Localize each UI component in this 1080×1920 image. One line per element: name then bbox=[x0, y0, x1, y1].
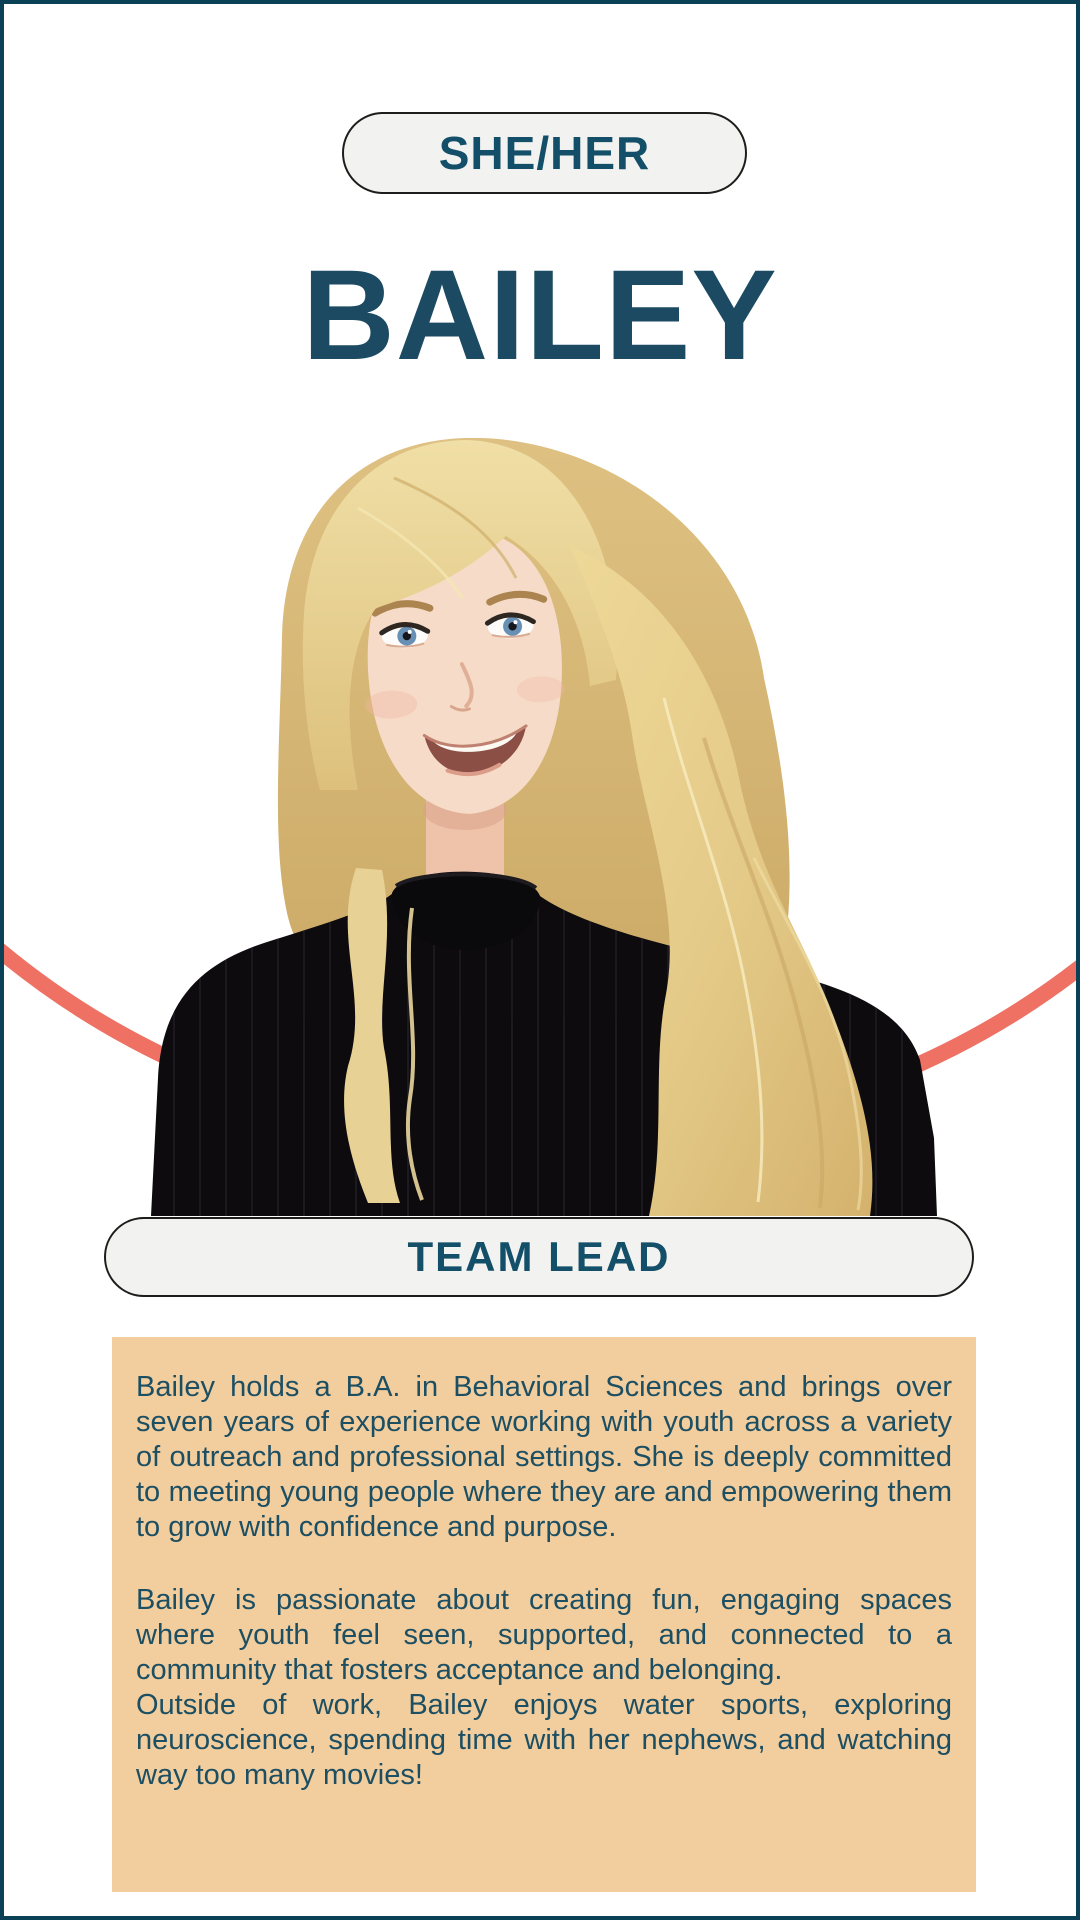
role-label: TEAM LEAD bbox=[407, 1233, 671, 1280]
person-name: BAILEY bbox=[302, 244, 778, 387]
eye-right bbox=[487, 614, 534, 640]
role-badge bbox=[104, 1217, 974, 1297]
portrait-photo bbox=[144, 438, 944, 1216]
bio-box bbox=[112, 1337, 976, 1892]
bio-paragraph-3: Outside of work, Bailey enjoys water sports, exploring neuroscience, spending time with her nephews, and watching way too many movies! bbox=[136, 1689, 952, 1791]
pronoun-label: SHE/HER bbox=[438, 127, 651, 179]
bio-paragraph-1: Bailey holds a B.A. in Behavioral Sciences and brings over seven years of experience working with youth across a variety of outreach and professional settings. She is deeply committed to meeting young people where they are and empowering them to grow with confidence and purpose. bbox=[136, 1371, 952, 1543]
bio-paragraph-2: Bailey is passionate about creating fun, engaging spaces where youth feel seen, supported, and connected to a community that fosters acceptance and belonging. bbox=[136, 1584, 952, 1686]
eye-left bbox=[381, 623, 428, 649]
